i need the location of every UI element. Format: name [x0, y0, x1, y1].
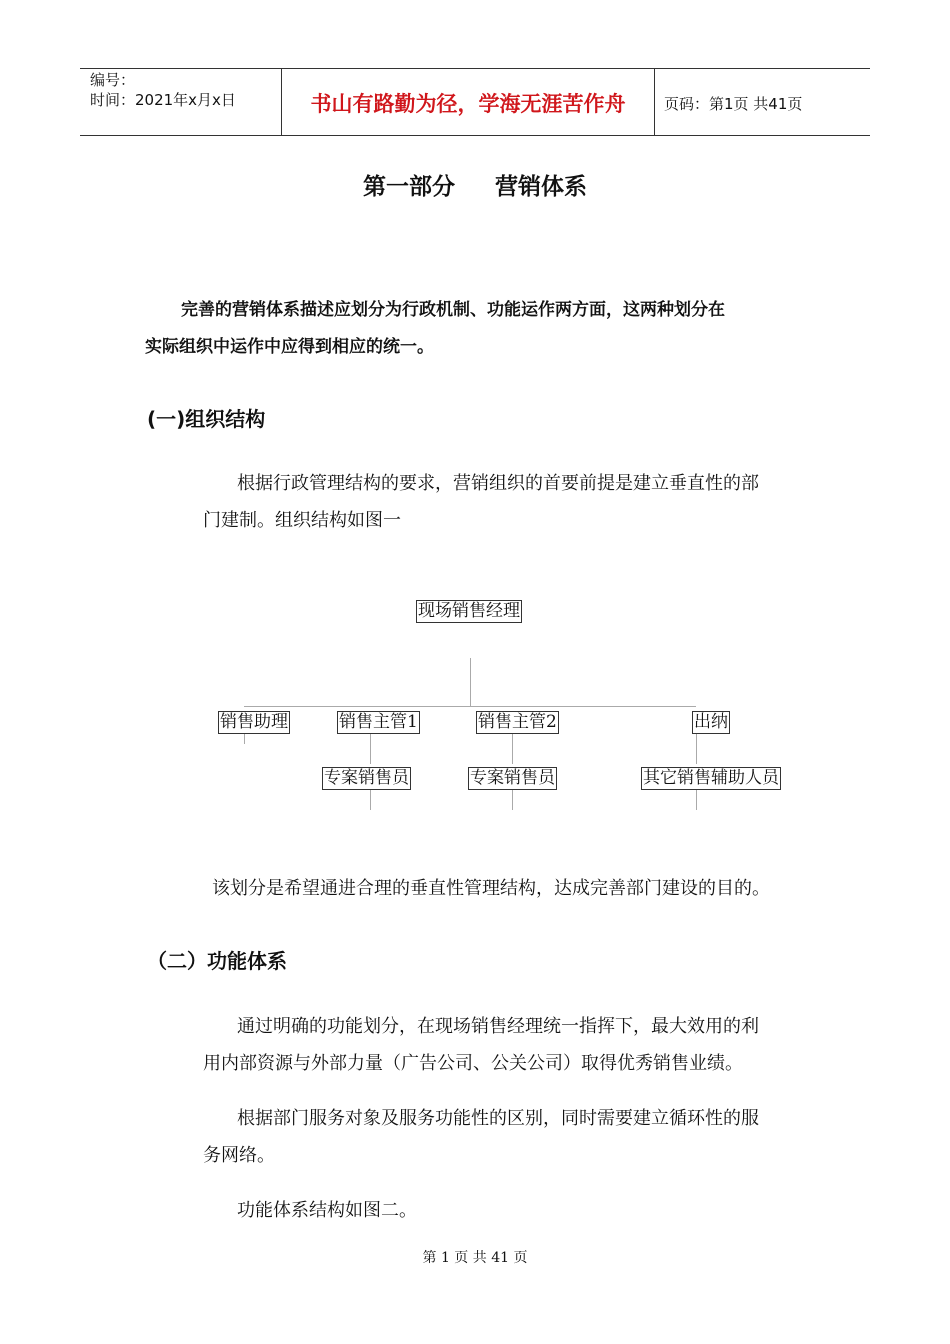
org-connector-supervisor-2: [512, 734, 513, 764]
section2-heading: （二）功能体系: [147, 949, 287, 973]
org-connector-assistant: [244, 734, 245, 744]
header-bottom-rule: [80, 135, 870, 136]
section1-p1-line-2: 门建制。组织结构如图一: [203, 510, 401, 531]
section2-paragraph-1: [203, 1008, 823, 1082]
header-motto: 书山有路勤为径，学海无涯苦作舟: [310, 92, 626, 116]
org-node-project-sales-1: 专案销售员: [324, 768, 409, 788]
org-connector-project-2-down: [512, 790, 513, 810]
org-connector-supervisor-1: [370, 734, 371, 764]
header-meta: [90, 70, 236, 110]
section2-p1-line-1: 通过明确的功能划分，在现场销售经理统一指挥下，最大效用的利: [237, 1016, 759, 1037]
page-footer: 第 1 页 共 41 页: [422, 1250, 528, 1266]
title-name: 营销体系: [495, 174, 587, 200]
section1-paragraph-1: [203, 465, 823, 539]
section2-p2-line-1: 根据部门服务对象及服务功能性的区别，同时需要建立循环性的服: [237, 1108, 759, 1129]
org-connector-support-down: [696, 790, 697, 810]
section1-p1-line-1: 根据行政管理结构的要求，营销组织的首要前提是建立垂直性的部: [237, 473, 759, 494]
section2-paragraph-3: 功能体系结构如图二。: [237, 1200, 417, 1221]
org-node-cashier: 出纳: [694, 712, 728, 732]
org-node-sales-supervisor-2: 销售主管2: [478, 712, 557, 732]
org-node-other-support: 其它销售辅助人员: [643, 768, 779, 788]
org-connector-root-down: [470, 658, 471, 706]
org-connector-project-1-down: [370, 790, 371, 810]
section2-p1-line-2: 用内部资源与外部力量（广告公司、公关公司）取得优秀销售业绩。: [203, 1053, 743, 1074]
code-label: 编号：: [90, 71, 136, 89]
header-top-rule: [80, 68, 870, 69]
intro-paragraph: [145, 292, 845, 366]
org-node-sales-assistant: 销售助理: [220, 712, 288, 732]
header-divider-2: [654, 68, 655, 136]
org-node-project-sales-2: 专案销售员: [470, 768, 555, 788]
org-node-root: 现场销售经理: [418, 601, 520, 621]
intro-line-1: 完善的营销体系描述应划分为行政机制、功能运作两方面，这两种划分在: [181, 300, 725, 320]
time-label: 时间：2021年x月x日: [90, 91, 236, 109]
org-node-sales-supervisor-1: 销售主管1: [339, 712, 418, 732]
header-page-info: 页码：第1页 共41页: [664, 95, 803, 113]
page-title: [0, 168, 950, 201]
intro-line-2: 实际组织中运作中应得到相应的统一。: [145, 337, 434, 357]
title-part: 第一部分: [363, 174, 455, 200]
section2-paragraph-2: [203, 1100, 823, 1174]
section2-p2-line-2: 务网络。: [203, 1145, 275, 1166]
org-connector-cashier: [696, 734, 697, 764]
section1-paragraph-2: 该划分是希望通进合理的垂直性管理结构，达成完善部门建设的目的。: [212, 878, 770, 899]
org-connector-horizontal: [244, 706, 696, 707]
section1-heading: (一)组织结构: [147, 407, 266, 431]
